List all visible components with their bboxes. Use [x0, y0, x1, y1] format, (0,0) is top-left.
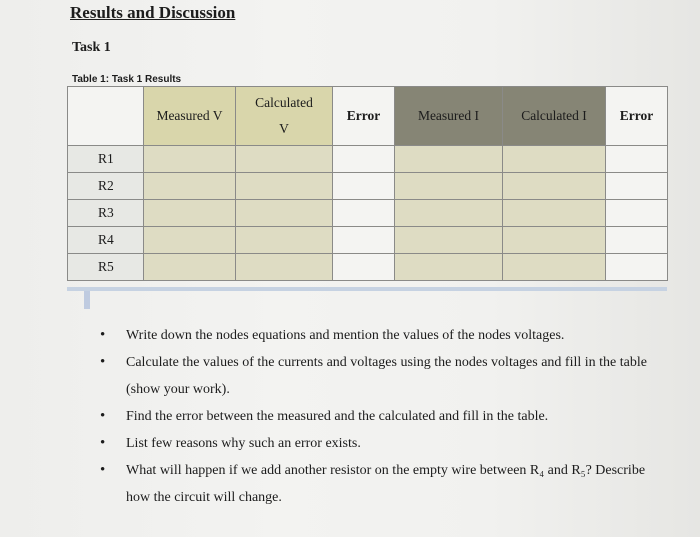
- table-cell: [503, 254, 606, 281]
- table-cell: [144, 173, 236, 200]
- table-cell: [144, 200, 236, 227]
- table-cell: [395, 146, 503, 173]
- header-measured-v: Measured V: [144, 87, 236, 146]
- table-cell: [395, 200, 503, 227]
- header-error-i: Error: [606, 87, 668, 146]
- header-calculated-i: Calculated I: [503, 87, 606, 146]
- table-cell: [333, 146, 395, 173]
- table-cell: [236, 200, 333, 227]
- table-row: [68, 227, 668, 254]
- table-cell: [503, 200, 606, 227]
- table-row: [68, 200, 668, 227]
- row-label: R3: [68, 200, 144, 227]
- table-cell: [606, 227, 668, 254]
- row-label: R1: [68, 146, 144, 173]
- table-cell: [144, 254, 236, 281]
- table-cell: [144, 146, 236, 173]
- header-measured-i: Measured I: [395, 87, 503, 146]
- task-title: Task 1: [72, 40, 111, 55]
- table-cell: [236, 227, 333, 254]
- table-cell: [395, 173, 503, 200]
- table-cell: [236, 254, 333, 281]
- section-heading: Results and Discussion: [70, 3, 236, 22]
- table-row: [68, 173, 668, 200]
- table-cell: [333, 173, 395, 200]
- list-item: • Find the error between the measured and the calculated and fill in the table.: [100, 403, 660, 430]
- header-calculated-v: Calculated V: [236, 87, 333, 146]
- table-row: [68, 146, 668, 173]
- table-cell: [395, 254, 503, 281]
- table-cell: [503, 173, 606, 200]
- table-cell: [606, 146, 668, 173]
- table-cell: [395, 227, 503, 254]
- list-item: • What will happen if we add another resistor on the empty wire between R₄ and R₅? Describe how the circuit will change.: [100, 457, 660, 511]
- header-cell-blank: [68, 87, 144, 146]
- table-cell: [606, 200, 668, 227]
- table-header-row: [68, 87, 668, 146]
- table-cell: [503, 227, 606, 254]
- row-label: R2: [68, 173, 144, 200]
- table-cell: [606, 173, 668, 200]
- table-cell: [333, 200, 395, 227]
- table-cell: [236, 173, 333, 200]
- row-label: R5: [68, 254, 144, 281]
- table-cell: [333, 254, 395, 281]
- instruction-list: [100, 322, 660, 511]
- table-cell: [333, 227, 395, 254]
- row-label: R4: [68, 227, 144, 254]
- results-table: [67, 86, 668, 281]
- table-caption: Table 1: Task 1 Results: [72, 74, 182, 85]
- table-cell: [606, 254, 668, 281]
- cursor-highlight: [84, 291, 90, 309]
- table-cell: [144, 227, 236, 254]
- header-error-v: Error: [333, 87, 395, 146]
- table-row: [68, 254, 668, 281]
- table-cell: [503, 146, 606, 173]
- table-bottom-highlight: [67, 287, 667, 291]
- table-cell: [236, 146, 333, 173]
- list-item: • Calculate the values of the currents and voltages using the nodes voltages and fill in the table (show your work).: [100, 349, 660, 403]
- list-item: • Write down the nodes equations and mention the values of the nodes voltages.: [100, 322, 660, 349]
- list-item: • List few reasons why such an error exists.: [100, 430, 660, 457]
